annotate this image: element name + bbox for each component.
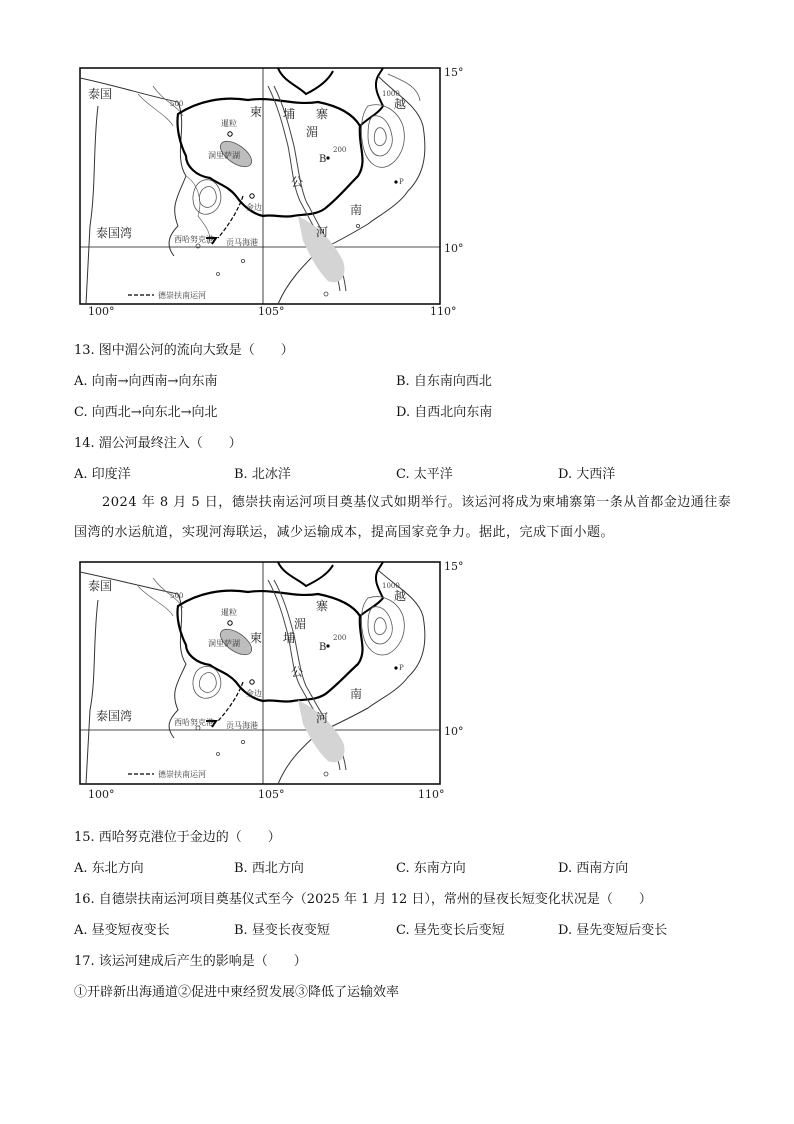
lat-10-label: 10°: [444, 725, 464, 738]
label-cambodia-3: 寨: [316, 107, 329, 121]
label-cambodia-1: 柬: [250, 105, 263, 119]
map-legend: 德崇扶南运河: [158, 291, 206, 300]
label-contour-500: 500: [170, 100, 184, 108]
q14-option-b[interactable]: B. 北冰洋: [234, 467, 291, 482]
label-mekong-3: 河: [316, 711, 329, 725]
label-point-p: P: [399, 178, 404, 186]
label-contour-200: 200: [333, 634, 347, 642]
q16-option-b[interactable]: B. 昼变长夜变短: [234, 923, 330, 938]
label-contour-500: 500: [170, 592, 184, 600]
map-figure-1: [78, 66, 498, 316]
label-contour-200: 200: [333, 146, 347, 154]
map-legend: 德崇扶南运河: [158, 770, 206, 779]
label-vietnam-1: 越: [394, 589, 407, 603]
label-mekong-2: 公: [291, 665, 304, 679]
label-cambodia-1: 柬: [250, 631, 263, 645]
label-contour-1000: 1000: [382, 582, 400, 590]
lon-100-label: 100°: [88, 788, 115, 801]
q16-option-c[interactable]: C. 昼先变长后变短: [396, 923, 505, 938]
lon-105-label: 105°: [258, 788, 285, 801]
q17-statements: ①开辟新出海通道②促进中柬经贸发展③降低了运输效率: [74, 985, 400, 1000]
q16-option-a[interactable]: A. 昼变短夜变长: [74, 923, 170, 938]
label-vietnam-2: 南: [350, 687, 363, 701]
lon-105-label: 105°: [258, 305, 285, 316]
label-point-b: B: [319, 154, 327, 165]
label-siem-reap: 暹粒: [221, 119, 237, 128]
lon-110-label: 110°: [418, 788, 445, 801]
question-16-stem: 16. 自德崇扶南运河项目奠基仪式至今（2025 年 1 月 12 日），常州的昼夜长短变化状况是（ ）: [74, 892, 652, 907]
label-phnom-penh: 金边: [246, 689, 262, 698]
lat-15-label: 15°: [444, 560, 464, 573]
label-cambodia-3: 寨: [316, 599, 329, 613]
lat-10-label: 10°: [444, 242, 464, 255]
label-siem-reap: 暹粒: [221, 608, 237, 617]
label-thailand: 泰国: [88, 579, 113, 593]
question-15-stem: 15. 西哈努克港位于金边的（ ）: [74, 830, 281, 845]
label-point-b: B: [319, 642, 327, 653]
intro-paragraph: 2024 年 8 月 5 日，德崇扶南运河项目奠基仪式如期举行。该运河将成为柬埔寨第一条从首都金边通往泰国湾的水运航道，实现河海联运，减少运输成本，提高国家竞争力。据此，完成下面小题。: [74, 495, 732, 540]
label-ream-port: 贡马海港: [226, 238, 258, 247]
label-point-p: P: [399, 664, 404, 672]
q13-option-b[interactable]: B. 自东南向西北: [396, 374, 492, 389]
question-17-stem: 17. 该运河建成后产生的影响是（ ）: [74, 954, 307, 969]
label-mekong-3: 河: [316, 225, 329, 239]
q15-option-b[interactable]: B. 西北方向: [234, 861, 304, 876]
label-sihanoukville: 西哈努克港: [174, 235, 214, 244]
q14-option-a[interactable]: A. 印度洋: [74, 467, 131, 482]
label-gulf: 泰国湾: [96, 226, 133, 240]
q13-option-c[interactable]: C. 向西北→向东北→向北: [74, 405, 218, 420]
label-contour-1000: 1000: [382, 90, 400, 98]
question-13-stem: 13. 图中湄公河的流向大致是（ ）: [74, 343, 294, 358]
label-gulf: 泰国湾: [96, 709, 133, 723]
q14-option-d[interactable]: D. 大西洋: [558, 467, 616, 482]
label-tonle-sap: 洞里萨湖: [208, 151, 240, 160]
label-ream-port: 贡马海港: [226, 721, 258, 730]
label-tonle-sap: 洞里萨湖: [208, 639, 240, 648]
label-mekong-1: 湄: [294, 617, 307, 631]
q14-option-c[interactable]: C. 太平洋: [396, 467, 453, 482]
lon-100-label: 100°: [88, 305, 115, 316]
q16-option-d[interactable]: D. 昼先变短后变长: [558, 923, 668, 938]
label-vietnam-1: 越: [394, 97, 407, 111]
q13-option-d[interactable]: D. 自西北向东南: [396, 405, 493, 420]
q15-option-c[interactable]: C. 东南方向: [396, 861, 466, 876]
lat-15-label: 15°: [444, 66, 464, 79]
label-mekong-1: 湄: [306, 125, 319, 139]
lon-110-label: 110°: [430, 305, 457, 316]
label-phnom-penh: 金边: [246, 203, 262, 212]
label-sihanoukville: 西哈努克港: [174, 718, 214, 727]
question-14-stem: 14. 湄公河最终注入（ ）: [74, 436, 242, 451]
q15-option-d[interactable]: D. 西南方向: [558, 861, 629, 876]
q13-option-a[interactable]: A. 向南→向西南→向东南: [74, 374, 218, 389]
q15-option-a[interactable]: A. 东北方向: [74, 861, 144, 876]
label-mekong-2: 公: [291, 175, 304, 189]
label-cambodia-2: 埔: [283, 107, 296, 121]
label-vietnam-2: 南: [350, 203, 363, 217]
label-cambodia-2: 埔: [283, 631, 296, 645]
map-figure-2: [78, 560, 498, 810]
label-thailand: 泰国: [88, 87, 113, 101]
